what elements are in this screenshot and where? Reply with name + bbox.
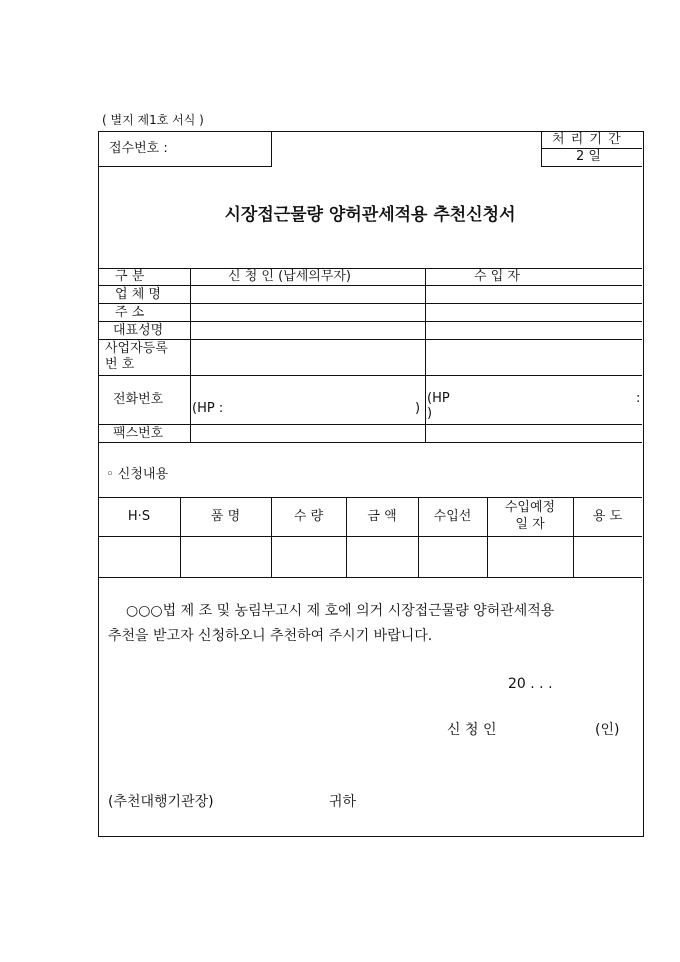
party-row-line [98,375,642,376]
row-representative: 대표성명 [113,323,164,338]
declaration-applicant: 신 청 인 [447,722,497,738]
declaration-line-1: ○○○법 제 조 및 농림부고시 제 호에 의거 시장접근물량 양허관세적용 [126,603,555,619]
header-applicant: 신 청 인 (납세의무자) [228,269,352,284]
form-label: ( 별지 제1호 서식 ) [102,113,204,127]
row-biz-reg-1: 사업자등록 [105,341,168,356]
declaration-honorific: 귀하 [329,794,357,810]
header-importer: 수 입 자 [474,269,520,284]
party-table-top [98,268,642,269]
item-header-scheduled-2: 일 자 [515,517,545,532]
row-phone: 전화번호 [113,392,164,407]
applicant-hp-close: ) [415,401,421,416]
row-company: 업 체 명 [115,287,161,302]
party-row-line [98,285,642,286]
processing-label: 처 리 기 간 [552,132,622,147]
importer-hp-colon: : [636,391,641,406]
importer-hp-close: ) [427,406,433,421]
item-header-name: 품 명 [210,509,241,524]
row-fax: 팩스번호 [113,426,164,441]
party-row-line [98,303,642,304]
item-table-bottom [98,577,642,578]
item-col-line [180,497,181,577]
party-row-line [98,321,642,322]
form-frame [98,131,644,837]
receipt-divider [271,131,272,166]
processing-value: 2 일 [576,149,601,164]
row-address: 주 소 [115,305,145,320]
item-col-line [573,497,574,577]
item-col-line [271,497,272,577]
item-header-scheduled-1: 수입예정 [504,500,556,515]
receipt-bottom [98,166,272,167]
item-col-line [346,497,347,577]
header-category: 구 분 [115,269,145,284]
applicant-hp-open: (HP : [192,401,224,416]
party-row-line [98,424,642,425]
declaration-date: 20 . . . [508,676,553,692]
item-header-usage: 용 도 [592,509,623,524]
declaration-line-2: 추천을 받고자 신청하오니 추천하여 주시기 바랍니다. [108,628,433,644]
item-header-source: 수입선 [433,509,472,524]
declaration-recipient: (추천대행기관장) [108,794,214,810]
party-table-bottom [98,442,642,443]
item-header-hs: H·S [127,509,151,524]
request-label: ◦ 신청내용 [106,467,169,482]
declaration-seal: (인) [595,722,620,738]
item-header-amount: 금 액 [367,509,397,524]
party-row-line [98,339,642,340]
processing-bottom [541,166,642,167]
importer-hp-open: (HP [427,391,450,406]
item-col-line [418,497,419,577]
row-biz-reg-2: 번 호 [105,357,135,372]
item-header-quantity: 수 량 [293,509,324,524]
party-col-line [190,268,191,442]
form-title: 시장접근물량 양허관세적용 추천신청서 [224,205,516,225]
party-col-line [425,268,426,442]
receipt-label: 접수번호 : [109,141,168,156]
